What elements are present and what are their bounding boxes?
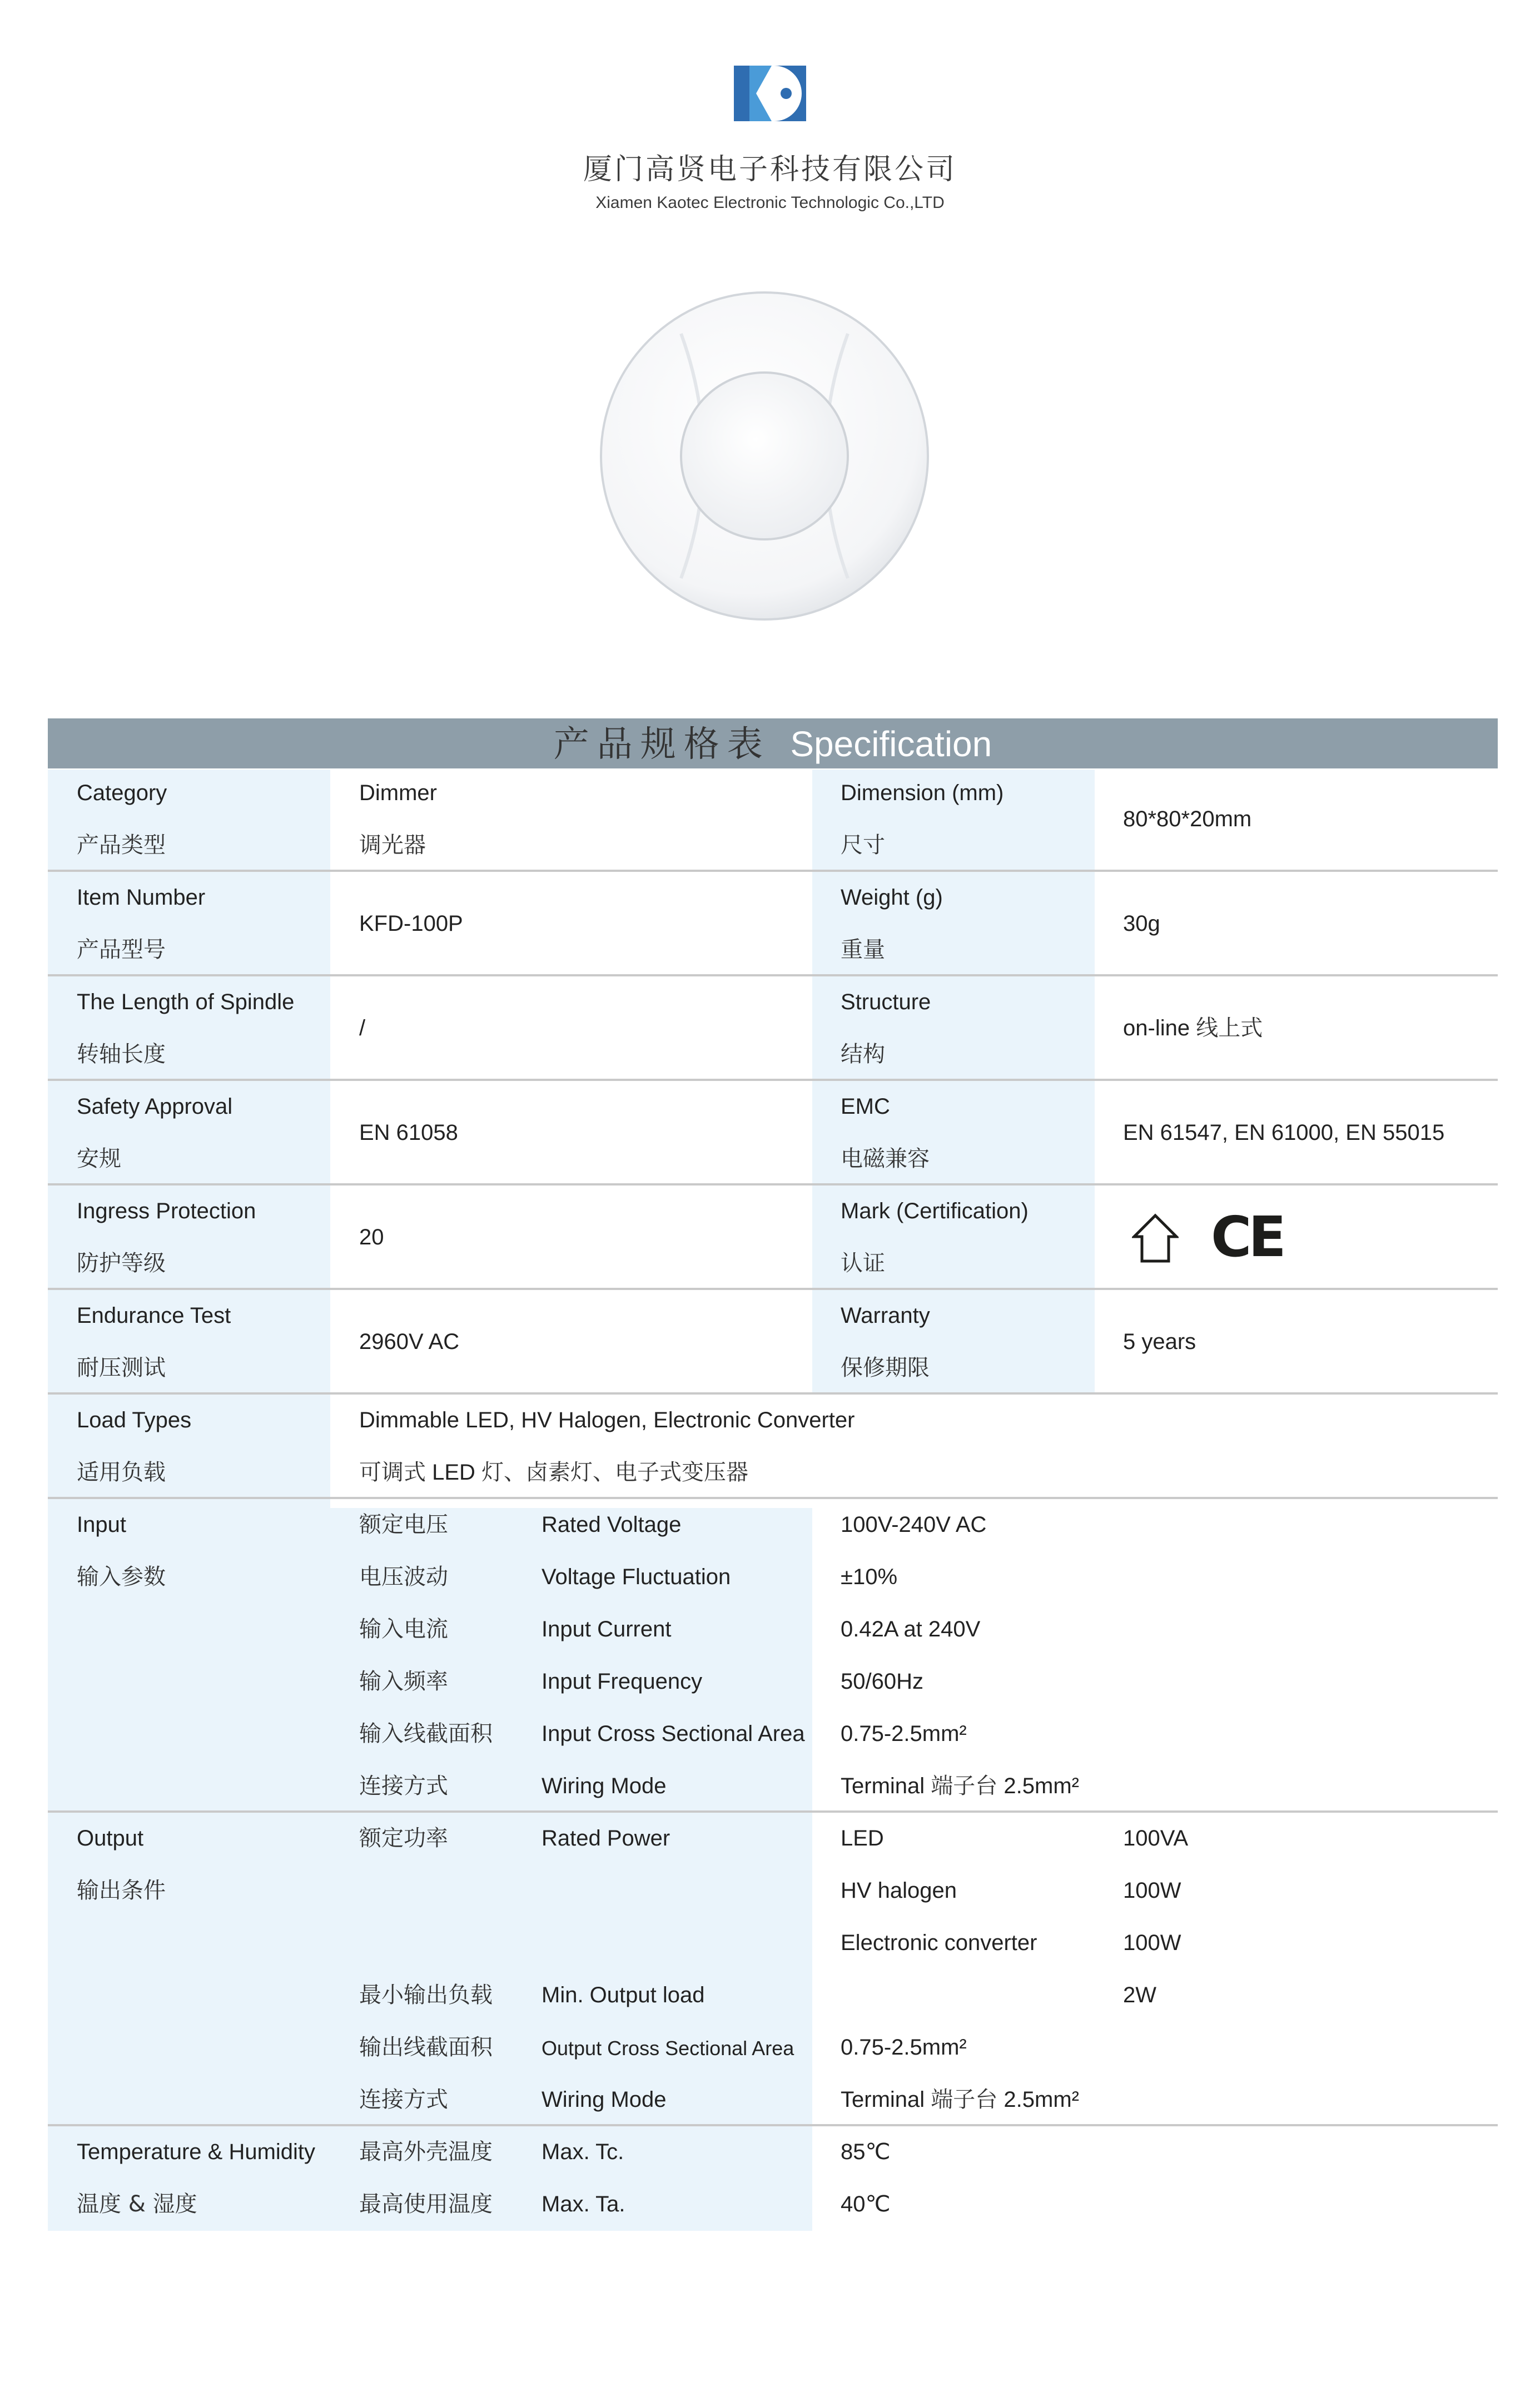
- input-label-cn: 输入参数: [77, 1564, 166, 1590]
- company-name-cn: 厦门高贤电子科技有限公司: [583, 153, 957, 186]
- row-divider: [48, 1288, 1498, 1290]
- row-divider: [48, 870, 1498, 872]
- house-mark-icon: [1132, 1212, 1179, 1263]
- temperature-param-en: Max. Tc.: [542, 2140, 624, 2164]
- emc-value: EN 61547, EN 61000, EN 55015: [1123, 1120, 1445, 1145]
- endurance-label-cn: 耐压测试: [77, 1355, 166, 1381]
- structure-value: [1123, 1015, 1263, 1041]
- input-param-value: 0.42A at 240V: [841, 1617, 981, 1641]
- ingress-label-en: Ingress Protection: [77, 1199, 256, 1223]
- ingress-value: 20: [359, 1225, 384, 1249]
- weight-value: 30g: [1123, 911, 1160, 936]
- output-cross-section-en: Output Cross Sectional Area: [542, 2037, 794, 2060]
- spindle-label-en: The Length of Spindle: [77, 990, 295, 1014]
- item-number-value: KFD-100P: [359, 911, 463, 936]
- output-wiring-value-en: Terminal: [841, 2087, 925, 2112]
- dimension-label-en: Dimension (mm): [841, 781, 1004, 805]
- output-cross-section-value: 0.75-2.5mm²: [841, 2035, 967, 2060]
- output-label-cn: 输出条件: [77, 1878, 166, 1903]
- output-rated-power-en: Rated Power: [542, 1826, 670, 1851]
- input-wiring-value-cn: 端子台: [931, 1773, 998, 1799]
- output-min-load-value: 2W: [1123, 1983, 1156, 2007]
- output-load-value: 100W: [1123, 1878, 1181, 1903]
- structure-value-cn: 线上式: [1196, 1015, 1263, 1041]
- warranty-label-en: Warranty: [841, 1303, 930, 1328]
- company-logo: [734, 66, 806, 121]
- input-param-value: 50/60Hz: [841, 1669, 923, 1694]
- spec-header: [48, 718, 1498, 768]
- input-param-cn: 连接方式: [359, 1773, 448, 1799]
- warranty-value: 5 years: [1123, 1329, 1196, 1354]
- input-wiring-value-en: Terminal: [841, 1774, 925, 1798]
- input-param-value: ±10%: [841, 1565, 898, 1589]
- row-divider: [48, 1079, 1498, 1081]
- product-photo: [598, 289, 931, 623]
- row-divider: [48, 2124, 1498, 2126]
- item-number-label-en: Item Number: [77, 885, 206, 910]
- load-types-label-en: Load Types: [77, 1408, 192, 1432]
- output-wiring-cn: 连接方式: [359, 2087, 448, 2112]
- endurance-label-en: Endurance Test: [77, 1303, 231, 1328]
- output-rated-power-cn: 额定功率: [359, 1825, 448, 1851]
- row-divider: [48, 1497, 1498, 1499]
- input-param-value: 100V-240V AC: [841, 1512, 987, 1537]
- output-min-load-en: Min. Output load: [542, 1983, 705, 2007]
- safety-label-en: Safety Approval: [77, 1094, 233, 1119]
- output-wiring-value-size: 2.5mm²: [1004, 2087, 1079, 2112]
- output-min-load-cn: 最小输出负载: [359, 1982, 493, 2008]
- secondary-label-column-bg: [812, 770, 1095, 1395]
- spindle-value: /: [359, 1016, 366, 1040]
- load-types-label-cn: 适用负载: [77, 1460, 166, 1485]
- category-label-en: Category: [77, 781, 167, 805]
- emc-label-cn: 电磁兼容: [841, 1146, 930, 1172]
- temperature-param-value: 85℃: [841, 2140, 891, 2164]
- safety-value: EN 61058: [359, 1120, 458, 1145]
- output-load-value: 100W: [1123, 1931, 1181, 1955]
- dimension-label-cn: 尺寸: [841, 832, 885, 858]
- input-param-cn: 输入频率: [359, 1669, 448, 1694]
- mark-label-en: Mark (Certification): [841, 1199, 1029, 1223]
- load-types-cn-led: LED: [432, 1460, 475, 1485]
- output-wiring-en: Wiring Mode: [542, 2087, 667, 2112]
- spec-header-en: Specification: [790, 724, 992, 764]
- ingress-label-cn: 防护等级: [77, 1251, 166, 1276]
- output-wiring-value: [841, 2086, 1079, 2113]
- safety-label-cn: 安规: [77, 1146, 121, 1172]
- spindle-label-cn: 转轴长度: [77, 1041, 166, 1067]
- structure-label-cn: 结构: [841, 1041, 885, 1067]
- temperature-param-cn: 最高使用温度: [359, 2191, 493, 2217]
- row-divider: [48, 974, 1498, 976]
- structure-label-en: Structure: [841, 990, 931, 1014]
- endurance-value: 2960V AC: [359, 1329, 460, 1354]
- output-cross-section-cn: 输出线截面积: [359, 2035, 493, 2060]
- warranty-label-cn: 保修期限: [841, 1355, 930, 1381]
- input-param-cn: 输入线截面积: [359, 1721, 493, 1747]
- input-wiring-value-size: 2.5mm²: [1004, 1774, 1079, 1798]
- load-types-cn-a: 可调式: [359, 1460, 426, 1485]
- input-param-cn: 电压波动: [359, 1564, 448, 1590]
- row-divider: [48, 1392, 1498, 1395]
- company-name-en: Xiamen Kaotec Electronic Technologic Co.,LTD: [595, 194, 945, 212]
- output-label-en: Output: [77, 1826, 144, 1851]
- output-load-value: 100VA: [1123, 1826, 1189, 1851]
- item-number-label-cn: 产品型号: [77, 937, 166, 963]
- output-load-type: Electronic converter: [841, 1931, 1037, 1955]
- output-wiring-value-cn: 端子台: [931, 2087, 998, 2112]
- weight-label-cn: 重量: [841, 937, 885, 963]
- input-param-cn: 输入电流: [359, 1616, 448, 1642]
- load-types-value-en: Dimmable LED, HV Halogen, Electronic Converter: [359, 1408, 855, 1432]
- temperature-param-cn: 最高外壳温度: [359, 2139, 493, 2165]
- input-param-en: Input Current: [542, 1617, 672, 1641]
- load-types-cn-b: 灯、卤素灯、电子式变压器: [481, 1460, 749, 1485]
- spec-header-cn: 产品规格表: [553, 724, 771, 765]
- output-load-type: LED: [841, 1826, 884, 1851]
- input-wiring-value: [841, 1773, 1079, 1799]
- input-param-en: Input Cross Sectional Area: [542, 1722, 805, 1746]
- input-param-en: Wiring Mode: [542, 1774, 667, 1798]
- input-param-en: Rated Voltage: [542, 1512, 682, 1537]
- temperature-label-cn: 温度 & 湿度: [77, 2191, 197, 2217]
- category-label-cn: 产品类型: [77, 832, 166, 858]
- ce-mark-icon: CE: [1211, 1204, 1283, 1269]
- input-param-en: Voltage Fluctuation: [542, 1565, 731, 1589]
- structure-value-en: on-line: [1123, 1016, 1190, 1040]
- row-divider: [48, 1183, 1498, 1185]
- input-label-en: Input: [77, 1512, 126, 1537]
- load-types-value-cn: [359, 1459, 748, 1486]
- output-load-type: HV halogen: [841, 1878, 957, 1903]
- weight-label-en: Weight (g): [841, 885, 943, 910]
- input-param-cn: 额定电压: [359, 1512, 448, 1537]
- category-value-cn: 调光器: [359, 832, 426, 858]
- input-param-value: 0.75-2.5mm²: [841, 1722, 967, 1746]
- emc-label-en: EMC: [841, 1094, 890, 1119]
- temperature-label-en: Temperature & Humidity: [77, 2140, 316, 2164]
- input-param-en: Input Frequency: [542, 1669, 703, 1694]
- category-value-en: Dimmer: [359, 781, 437, 805]
- temperature-param-value: 40℃: [841, 2192, 891, 2216]
- row-divider: [48, 1810, 1498, 1813]
- mark-label-cn: 认证: [841, 1251, 885, 1276]
- temperature-param-en: Max. Ta.: [542, 2192, 625, 2216]
- dimension-value: 80*80*20mm: [1123, 807, 1252, 831]
